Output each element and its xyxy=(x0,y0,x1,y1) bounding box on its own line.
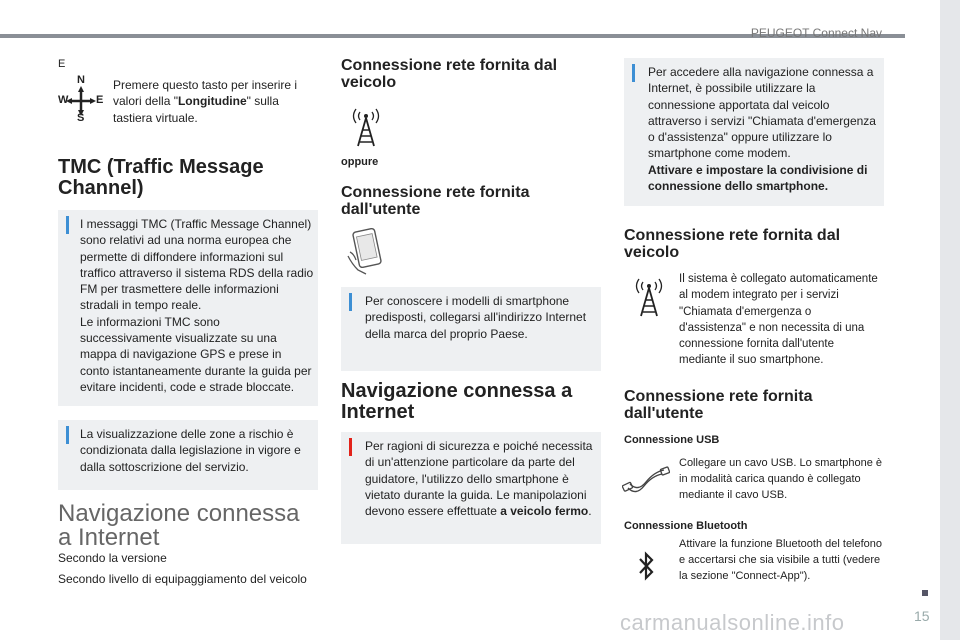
bluetooth-label: Connessione Bluetooth xyxy=(624,520,748,532)
smartphone-models-box: Per conoscere i modelli di smartphone predisposti, collegarsi all'indirizzo Internet della marca del proprio Paese. xyxy=(341,287,601,371)
nav-section-title: Navigazione connessa a Internet xyxy=(58,500,300,551)
compass-icon: N S W E xyxy=(58,74,104,124)
nav-internet-title: Navigazione connessa a Internet xyxy=(341,380,573,423)
bluetooth-text: Attivare la funzione Bluetooth del telefono e accertarsi che sia visibile a tutti (vedere la sezione "Connect-App"). xyxy=(679,538,883,582)
version-line: Secondo la versione xyxy=(58,551,167,565)
zone-info-box: La visualizzazione delle zone a rischio è condizionata dalla legislazione in vigore e dalla sottoscrizione del servizio. xyxy=(58,420,318,490)
user-connection-title-2: Connessione rete fornita dall'utente xyxy=(624,388,813,422)
side-rail xyxy=(940,0,960,640)
tmc-info-box: I messaggi TMC (Traffic Message Channel) sono relativi ad una norma europea che permette di diffondere informazioni sul traffico attraverso il sistema RDS della radio FM per trasmettere delle informazioni stradali in tempo reale. Le informazioni TMC sono successivamente visualizzate su una mappa di navigazione GPS e prese in conto istantaneamente durante la guida per evitare incidenti, code e strade bloccate. xyxy=(58,210,318,406)
page-number: 15 xyxy=(914,608,930,624)
antenna-icon xyxy=(629,276,669,318)
e-label: E xyxy=(58,58,66,70)
brand-title: PEUGEOT Connect Nav xyxy=(750,26,882,40)
info-marker xyxy=(349,293,352,311)
antenna-icon xyxy=(346,106,386,148)
user-connection-title: Connessione rete fornita dall'utente xyxy=(341,184,530,218)
bluetooth-icon xyxy=(636,550,656,582)
column-1 xyxy=(58,56,318,72)
warning-marker xyxy=(349,438,352,456)
vehicle-connection-title: Connessione rete fornita dal veicolo xyxy=(341,57,558,91)
usb-text: Collegare un cavo USB. Lo smartphone è in modalità carica quando è collegato mediante il cavo USB. xyxy=(679,457,883,501)
info-marker xyxy=(632,64,635,82)
usb-cable-icon xyxy=(622,462,670,498)
info-marker xyxy=(66,216,69,234)
vehicle-connection-title-2: Connessione rete fornita dal veicolo xyxy=(624,227,841,261)
oppure-label: oppure xyxy=(341,156,379,168)
vehicle-connection-text: Il sistema è collegato automaticamente al modem integrato per i servizi "Chiamata d'emergenza o d'assistenza" e non necessita di una connessione fornita dall'utente mediante il suo smartphone. xyxy=(679,273,878,367)
compass-description: Premere questo tasto per inserire i valori della "Longitudine" sulla tastiera virtuale. xyxy=(113,78,298,125)
info-marker xyxy=(66,426,69,444)
access-info-box: Per accedere alla navigazione connessa a Internet, è possibile utilizzare la connessione apportata dal veicolo attraverso i servizi "Chiamata d'emergenza o d'assistenza" oppure utilizzare lo smartphone come modem. Attivare e impostare la condivisione di connessione dello smartphone. xyxy=(624,58,884,206)
page-marker xyxy=(922,590,928,596)
equipment-line: Secondo livello di equipaggiamento del veicolo xyxy=(58,572,307,586)
usb-label: Connessione USB xyxy=(624,434,720,446)
tmc-title: TMC (Traffic Message Channel) xyxy=(58,156,264,199)
watermark: carmanualsonline.info xyxy=(620,610,845,635)
safety-warning-box: Per ragioni di sicurezza e poiché necessita di un'attenzione particolare da parte del guidatore, l'utilizzo dello smartphone è vietato durante la guida. Le manipolazioni devono essere effettuate a veicolo fermo. xyxy=(341,432,601,544)
smartphone-icon xyxy=(344,226,386,276)
